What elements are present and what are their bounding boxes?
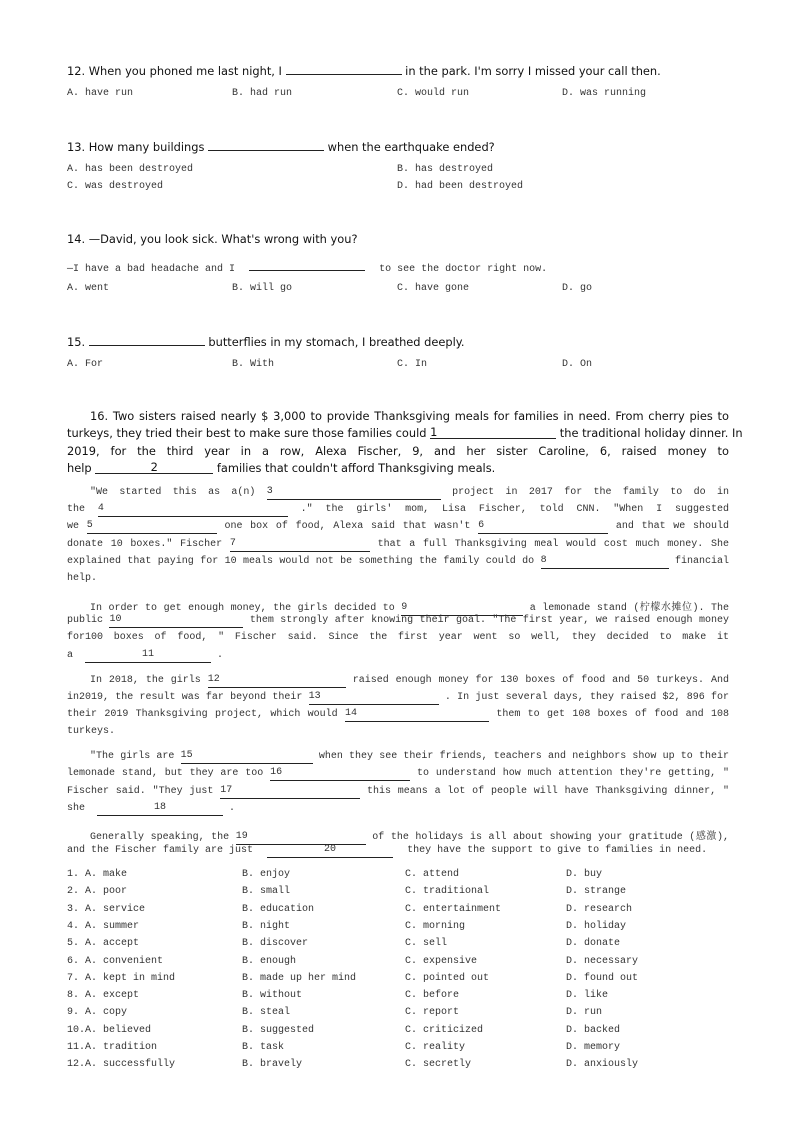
option-c[interactable]: C. before [405, 990, 460, 1002]
blank-11[interactable] [85, 650, 211, 663]
text: to understand how much attention they're getting, " [417, 768, 729, 779]
option-row [67, 1042, 729, 1056]
option-b[interactable]: B. task [242, 1042, 285, 1053]
blank-number: 10 [109, 614, 122, 625]
p2-line3: for100 boxes of food, " Fischer said. Since the first year went so well, they decided to make it [67, 632, 729, 643]
p1-line2 [67, 504, 729, 517]
blank-number: 4 [97, 503, 104, 514]
q14-reply-suffix: to see the doctor right now. [379, 264, 548, 275]
option-row [67, 1007, 729, 1021]
q15-prefix: 15. [67, 335, 86, 349]
blank-20[interactable] [267, 845, 393, 858]
question-14-reply [67, 258, 547, 275]
blank-17[interactable] [220, 786, 360, 799]
option-c[interactable]: C. report [405, 1007, 460, 1019]
option-c[interactable]: C. morning [405, 920, 466, 932]
p5-line1 [90, 827, 729, 845]
option-row [67, 904, 729, 918]
option-a[interactable]: A. went [67, 283, 110, 294]
p3-line2 [67, 692, 729, 705]
blank-number: 15 [180, 750, 193, 761]
option-a[interactable]: 8. A. except [67, 990, 140, 1002]
passage-intro-line2 [67, 425, 743, 440]
passage-intro-line4 [67, 461, 729, 475]
text: of the holidays is all about showing your gratitude (感激), [372, 832, 729, 843]
text: the traditional holiday dinner. In [559, 426, 743, 440]
option-b[interactable]: B. without [242, 990, 303, 1002]
option-a[interactable]: 1. A. make [67, 869, 128, 880]
text: "The girls are [90, 751, 175, 762]
text: In order to get enough money, the girls decided to [90, 603, 395, 614]
question-12-stem [67, 62, 661, 78]
question-13-stem [67, 138, 495, 154]
q15-options [67, 359, 729, 373]
p1-line4 [67, 539, 729, 552]
option-b[interactable]: B. will go [232, 283, 293, 294]
text: lemonade stand, but they are too [67, 768, 264, 779]
option-c[interactable]: C. expensive [405, 955, 478, 967]
blank-number: 2 [150, 460, 158, 474]
blank-number: 19 [235, 831, 248, 842]
q13-suffix: when the earthquake ended? [327, 140, 495, 154]
text: she [67, 803, 86, 814]
text: families that couldn't afford Thanksgiving meals. [216, 461, 496, 475]
blank-number: 5 [86, 520, 93, 531]
text: Fischer said. "They just [67, 786, 214, 797]
blank-2[interactable] [95, 461, 213, 474]
p4-line2 [67, 768, 729, 781]
text: them to get 108 boxes of food and 108 [496, 709, 729, 720]
text: donate 10 boxes." Fischer [67, 539, 223, 550]
option-row [67, 990, 729, 1004]
blank-7[interactable] [230, 539, 370, 552]
blank-number: 9 [401, 602, 408, 613]
option-row [67, 956, 729, 970]
q12-options [67, 88, 729, 102]
blank-number: 17 [220, 785, 233, 796]
option-a[interactable]: 11.A. tradition [67, 1042, 158, 1053]
option-c[interactable]: C. pointed out [405, 972, 490, 984]
option-b[interactable]: B. made up her mind [242, 972, 357, 984]
option-b[interactable]: B. bravely [242, 1059, 303, 1071]
option-d[interactable]: D. go [562, 283, 593, 294]
option-c[interactable]: C. sell [405, 938, 448, 950]
text: and the Fischer family are just [67, 845, 254, 856]
q15-suffix: butterflies in my stomach, I breathed deeply. [208, 335, 465, 349]
text: when they see their friends, teachers and neighbors show up to their [318, 751, 729, 762]
option-b[interactable]: B. steal [242, 1007, 291, 1019]
p1-line6: help. [67, 573, 98, 584]
blank-8[interactable] [541, 556, 669, 569]
option-c[interactable]: C. entertainment [405, 903, 502, 915]
text: project in 2017 for the family to do in [452, 487, 729, 498]
option-row [67, 938, 729, 952]
text: a lemonade stand (柠檬水摊位). The [529, 603, 729, 614]
option-row [67, 886, 729, 900]
option-a[interactable]: 2. A. poor [67, 886, 128, 898]
option-c[interactable]: C. traditional [405, 886, 490, 898]
p3-line4: turkeys. [67, 726, 116, 737]
option-d[interactable]: D. holiday [566, 920, 627, 932]
p2-line1 [90, 598, 729, 616]
blank-14[interactable] [345, 709, 489, 722]
blank-number: 8 [540, 555, 547, 566]
blank-4[interactable] [98, 504, 288, 517]
blank-15[interactable] [181, 751, 313, 764]
option-b[interactable]: B. education [242, 903, 315, 915]
option-a[interactable]: 3. A. service [67, 903, 146, 915]
text: help [67, 461, 92, 475]
text: public [67, 615, 104, 626]
option-c[interactable]: C. would run [397, 88, 470, 99]
blank-18[interactable] [97, 803, 223, 816]
option-b[interactable]: B. had run [232, 88, 293, 99]
option-b[interactable]: B. suggested [242, 1024, 315, 1036]
option-a[interactable]: 10.A. believed [67, 1024, 152, 1036]
option-d[interactable]: D. buy [566, 869, 603, 880]
text: their 2019 Thanksgiving project, which would [67, 709, 338, 720]
option-b[interactable]: B. small [242, 886, 291, 898]
option-row [67, 1059, 729, 1073]
passage-intro-line3: 2019, for the third year in a row, Alexa Fischer, 9, and her sister Caroline, 6, raised money to [67, 444, 729, 458]
option-d[interactable]: D. anxiously [566, 1059, 639, 1071]
blank-13[interactable] [309, 692, 439, 705]
p2-line4 [67, 650, 729, 663]
option-row [67, 869, 729, 883]
option-a[interactable]: A. have run [67, 88, 134, 99]
option-d[interactable]: D. backed [566, 1024, 621, 1036]
blank-number: 7 [229, 538, 236, 549]
p4-line1 [90, 751, 729, 764]
option-d[interactable]: D. research [566, 903, 633, 915]
p2-line2 [67, 615, 729, 628]
option-a[interactable]: 6. A. convenient [67, 955, 164, 967]
option-c[interactable]: C. attend [405, 869, 460, 880]
p1-line5 [67, 556, 729, 569]
option-c[interactable]: C. have gone [397, 283, 470, 294]
p1-line3 [67, 521, 729, 534]
q14-reply-prefix: —I have a bad headache and I [67, 264, 236, 275]
q12-suffix: in the park. I'm sorry I missed your call then. [405, 64, 661, 78]
option-a[interactable]: 4. A. summer [67, 920, 140, 932]
q13-options-row1 [67, 164, 729, 178]
text: ." the girls' mom, Lisa Fischer, told CNN. "When I suggested [300, 504, 729, 515]
blank-3[interactable] [267, 487, 441, 500]
blank-number: 13 [308, 691, 321, 702]
option-d[interactable]: D. run [566, 1007, 603, 1019]
option-a[interactable]: 9. A. copy [67, 1007, 128, 1019]
p4-line3 [67, 786, 729, 799]
blank-number: 20 [324, 844, 337, 855]
option-row [67, 973, 729, 987]
answer-blank[interactable] [249, 258, 365, 271]
option-a[interactable]: A. has been destroyed [67, 164, 194, 175]
blank-12[interactable] [208, 675, 346, 688]
text: them strongly after knowing their goal. "The first year, we raised enough money [249, 615, 729, 626]
text: this means a lot of people will have Thanksgiving dinner, " [367, 786, 729, 797]
q14-options [67, 283, 729, 297]
passage-intro-line1: 16. Two sisters raised nearly $ 3,000 to provide Thanksgiving meals for families in need. From cherry pies to [90, 409, 729, 423]
p4-line4 [67, 803, 729, 816]
p1-line1 [90, 487, 729, 500]
blank-16[interactable] [270, 768, 410, 781]
text: "We started this as a(n) [90, 487, 256, 498]
option-d[interactable]: D. donate [566, 938, 621, 950]
text: the [67, 504, 86, 515]
blank-1[interactable] [430, 426, 556, 439]
blank-6[interactable] [478, 521, 608, 534]
blank-number: 12 [207, 674, 220, 685]
blank-number: 6 [478, 520, 485, 531]
option-d[interactable]: D. necessary [566, 955, 639, 967]
option-b[interactable]: B. enjoy [242, 869, 291, 880]
option-d[interactable]: D. had been destroyed [397, 181, 524, 192]
blank-number: 18 [154, 802, 167, 813]
option-b[interactable]: B. discover [242, 938, 309, 950]
blank-number: 11 [142, 649, 155, 660]
option-d[interactable]: D. memory [566, 1042, 621, 1053]
answer-blank[interactable] [286, 62, 402, 75]
text: one box of food, Alexa said that wasn't [224, 521, 471, 532]
option-d[interactable]: D. like [566, 990, 609, 1002]
blank-number: 14 [345, 708, 358, 719]
q12-prefix: 12. When you phoned me last night, I [67, 64, 282, 78]
option-b[interactable]: B. night [242, 920, 291, 932]
blank-number: 3 [266, 486, 273, 497]
option-a[interactable]: 7. A. kept in mind [67, 972, 176, 984]
text: in2019, the result was far beyond their [67, 692, 303, 703]
blank-number: 16 [270, 767, 283, 778]
q13-prefix: 13. How many buildings [67, 140, 205, 154]
text: that a full Thanksgiving meal would cost much money. She [377, 539, 729, 550]
p3-line3 [67, 709, 729, 722]
blank-5[interactable] [87, 521, 217, 534]
option-b[interactable]: B. enough [242, 955, 297, 967]
question-14-stem: 14. —David, you look sick. What's wrong with you? [67, 232, 358, 246]
text: . In just several days, they raised $2, 896 for [444, 692, 729, 703]
text: financial [674, 556, 729, 567]
text: and that we should [615, 521, 729, 532]
option-a[interactable]: 12.A. successfully [67, 1059, 176, 1071]
option-c[interactable]: C. was destroyed [67, 181, 164, 192]
text: . [229, 803, 236, 814]
option-row [67, 921, 729, 935]
text: . [217, 650, 224, 661]
option-d[interactable]: D. On [562, 359, 593, 370]
p5-line2 [67, 845, 729, 858]
option-b[interactable]: B. has destroyed [397, 164, 494, 175]
answer-blank[interactable] [208, 138, 324, 151]
text: a [67, 650, 74, 661]
option-a[interactable]: 5. A. accept [67, 938, 140, 950]
question-15-stem [67, 333, 465, 349]
text: explained that paying for 10 meals would not be something the family could do [67, 556, 535, 567]
option-a[interactable]: A. For [67, 359, 104, 370]
text: turkeys, they tried their best to make sure those families could [67, 426, 427, 440]
text: they have the support to give to families in need. [407, 845, 708, 856]
option-row [67, 1025, 729, 1039]
option-c[interactable]: C. criticized [405, 1024, 484, 1036]
text: raised enough money for 130 boxes of food and 50 turkeys. And [352, 675, 729, 686]
text: Generally speaking, the [90, 832, 230, 843]
answer-blank[interactable] [89, 333, 205, 346]
option-c[interactable]: C. reality [405, 1042, 466, 1053]
option-c[interactable]: C. secretly [405, 1059, 472, 1071]
p3-line1 [90, 675, 729, 688]
option-b[interactable]: B. With [232, 359, 275, 370]
text: In 2018, the girls [90, 675, 201, 686]
text: we [67, 521, 80, 532]
option-c[interactable]: C. In [397, 359, 428, 370]
blank-10[interactable] [109, 615, 243, 628]
option-d[interactable]: D. was running [562, 88, 647, 99]
blank-19[interactable] [236, 832, 366, 845]
option-d[interactable]: D. found out [566, 972, 639, 984]
option-d[interactable]: D. strange [566, 886, 627, 898]
q13-options-row2 [67, 181, 729, 195]
blank-number: 1 [430, 425, 438, 439]
